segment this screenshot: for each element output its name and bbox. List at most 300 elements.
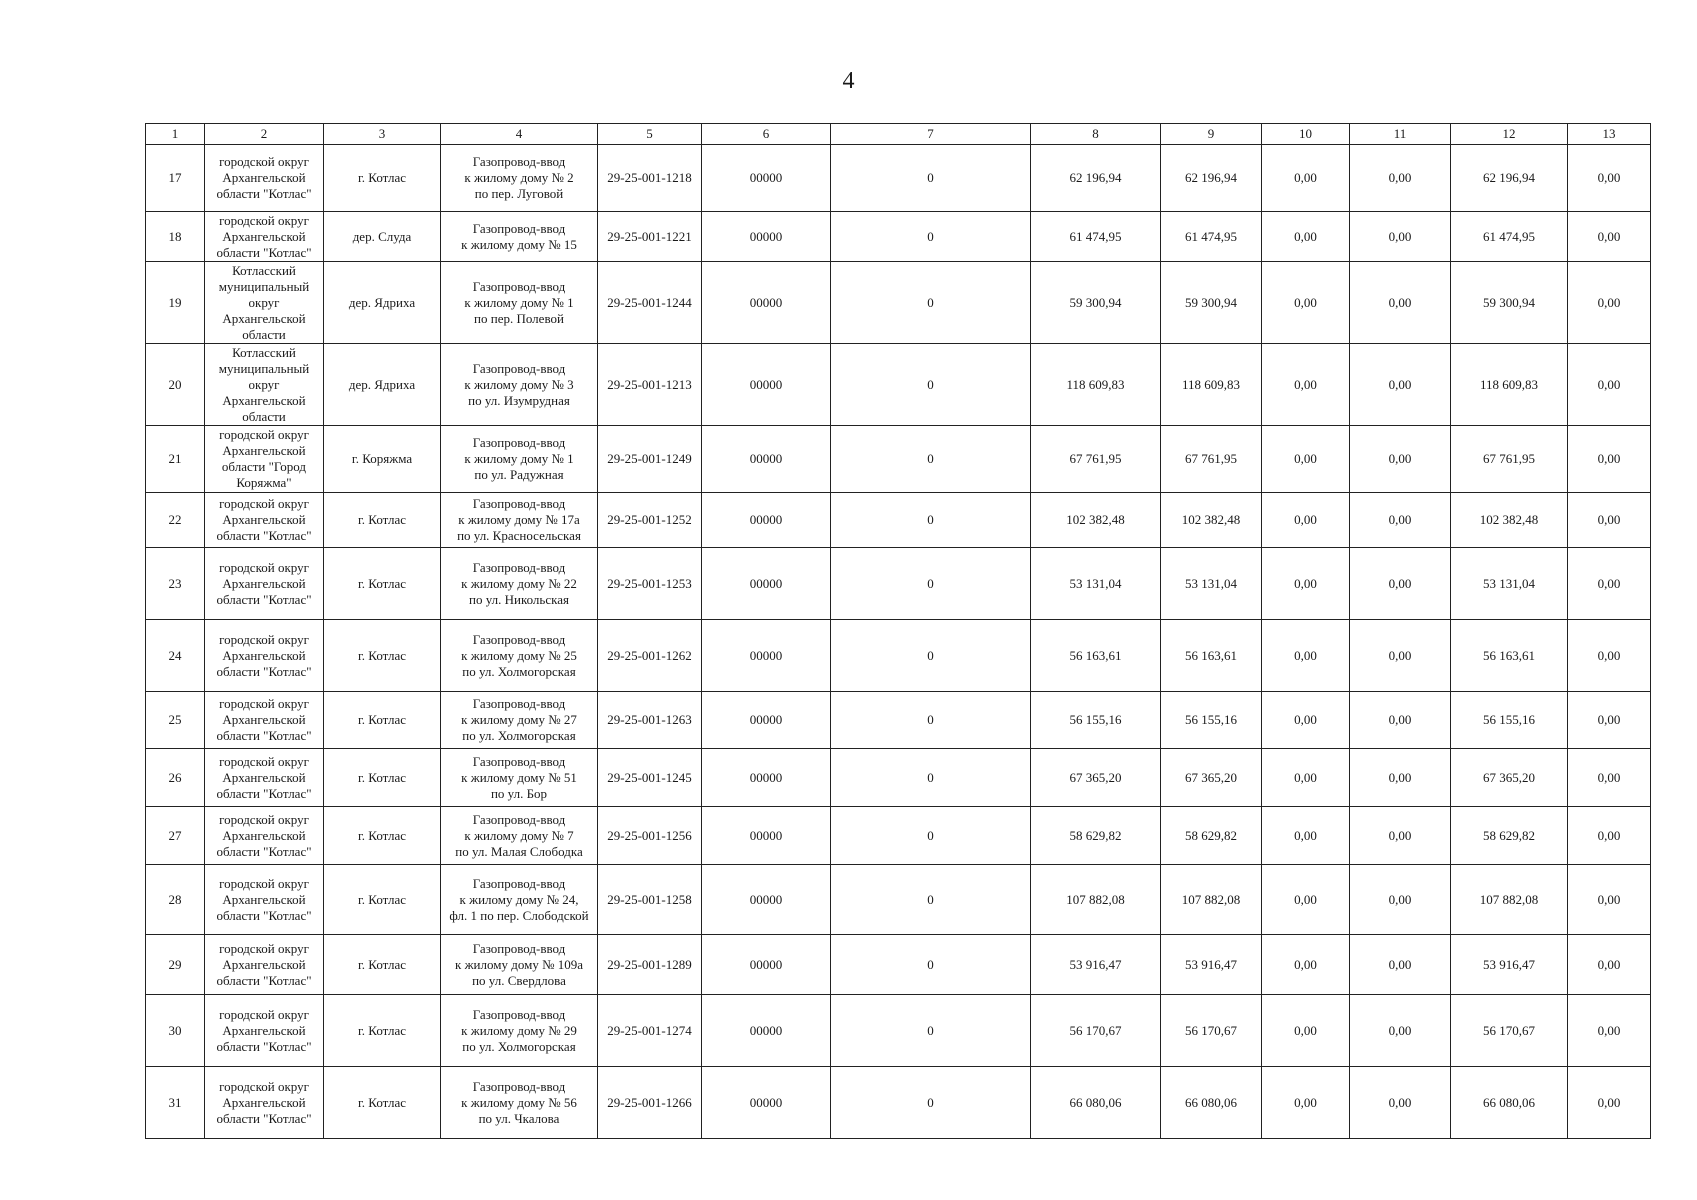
object-name-cell — [441, 212, 598, 262]
row-number-cell: 19 — [146, 262, 205, 344]
object-name-cell — [441, 426, 598, 493]
owner-cell — [205, 935, 324, 995]
amount-cell: 56 163,61 — [1161, 620, 1262, 692]
amount-cell: 0,00 — [1568, 344, 1651, 426]
object-name-line: к жилому дому № 24, — [459, 891, 579, 907]
owner-line: Архангельской — [222, 1022, 306, 1038]
amount-cell: 56 155,16 — [1031, 692, 1161, 749]
object-name-line: к жилому дому № 1 — [464, 451, 574, 466]
value-cell: 0 — [831, 145, 1031, 212]
amount-cell: 67 365,20 — [1451, 749, 1568, 807]
cadastral-code-cell: 29-25-001-1213 — [598, 344, 702, 426]
owner-line: городской округ — [219, 559, 309, 575]
owner-line: Архангельской — [222, 647, 306, 663]
owner-line: области "Котлас" — [216, 591, 312, 607]
amount-cell: 0,00 — [1568, 426, 1651, 493]
row-number-cell: 20 — [146, 344, 205, 426]
amount-cell: 0,00 — [1350, 344, 1451, 426]
amount-cell: 0,00 — [1350, 692, 1451, 749]
locality-cell: г. Котлас — [324, 807, 441, 865]
amount-cell: 66 080,06 — [1031, 1067, 1161, 1139]
table-row — [146, 935, 1651, 995]
cadastral-code-cell: 29-25-001-1245 — [598, 749, 702, 807]
object-name-line: по ул. Бор — [490, 785, 548, 801]
amount-cell: 67 365,20 — [1161, 749, 1262, 807]
code-cell: 00000 — [702, 1067, 831, 1139]
column-number: 4 — [441, 124, 598, 145]
amount-cell: 0,00 — [1568, 145, 1651, 212]
amount-cell: 56 155,16 — [1451, 692, 1568, 749]
owner-cell — [205, 262, 324, 344]
owner-line: Архангельской — [222, 512, 306, 527]
object-name-line: Газопровод-ввод — [472, 360, 566, 376]
object-name-cell — [441, 262, 598, 344]
cadastral-code-cell: 29-25-001-1266 — [598, 1067, 702, 1139]
owner-line: Архангельской — [222, 228, 306, 244]
amount-cell: 62 196,94 — [1451, 145, 1568, 212]
object-name-line: Газопровод-ввод — [472, 753, 566, 769]
owner-line: Архангельской — [222, 827, 306, 843]
amount-cell: 102 382,48 — [1451, 493, 1568, 548]
table-row — [146, 145, 1651, 212]
owner-cell — [205, 692, 324, 749]
amount-cell: 56 163,61 — [1451, 620, 1568, 692]
object-name-line: по ул. Малая Слободка — [455, 843, 583, 859]
owner-cell — [205, 995, 324, 1067]
amount-cell: 0,00 — [1262, 548, 1350, 620]
owner-line: области "Котлас" — [216, 244, 312, 260]
amount-cell: 66 080,06 — [1451, 1067, 1568, 1139]
table-row — [146, 426, 1651, 493]
locality-cell: г. Котлас — [324, 548, 441, 620]
object-name-line: к жилому дому № 27 — [461, 712, 577, 727]
locality-cell: г. Коряжма — [324, 426, 441, 493]
cadastral-code-cell: 29-25-001-1253 — [598, 548, 702, 620]
locality-cell: г. Котлас — [324, 1067, 441, 1139]
row-number-cell: 22 — [146, 493, 205, 548]
amount-cell: 0,00 — [1350, 865, 1451, 935]
row-number-cell: 27 — [146, 807, 205, 865]
code-cell: 00000 — [702, 865, 831, 935]
object-name-line: по ул. Холмогорская — [462, 663, 576, 679]
object-name-line: к жилому дому № 7 — [464, 827, 574, 843]
locality-cell: г. Котлас — [324, 995, 441, 1067]
owner-line: области "Город — [221, 459, 307, 474]
column-number: 9 — [1161, 124, 1262, 145]
row-number-cell: 30 — [146, 995, 205, 1067]
owner-cell — [205, 426, 324, 493]
amount-cell: 0,00 — [1350, 493, 1451, 548]
cadastral-code-cell: 29-25-001-1289 — [598, 935, 702, 995]
amount-cell: 118 609,83 — [1031, 344, 1161, 426]
owner-cell — [205, 493, 324, 548]
amount-cell: 67 761,95 — [1031, 426, 1161, 493]
owner-cell — [205, 212, 324, 262]
amount-cell: 0,00 — [1350, 262, 1451, 344]
object-name-cell — [441, 995, 598, 1067]
amount-cell: 66 080,06 — [1161, 1067, 1262, 1139]
amount-cell: 53 916,47 — [1161, 935, 1262, 995]
value-cell: 0 — [831, 865, 1031, 935]
column-number: 11 — [1350, 124, 1451, 145]
table-row — [146, 212, 1651, 262]
value-cell: 0 — [831, 548, 1031, 620]
object-name-cell — [441, 749, 598, 807]
amount-cell: 0,00 — [1262, 493, 1350, 548]
amount-cell: 56 170,67 — [1031, 995, 1161, 1067]
owner-line: городской округ — [219, 427, 309, 442]
amount-cell: 0,00 — [1568, 807, 1651, 865]
object-name-line: Газопровод-ввод — [472, 940, 566, 956]
owner-line: городской округ — [219, 1078, 309, 1094]
amount-cell: 0,00 — [1262, 935, 1350, 995]
object-name-line: по ул. Никольская — [468, 591, 569, 607]
amount-cell: 0,00 — [1262, 692, 1350, 749]
row-number-cell: 28 — [146, 865, 205, 935]
value-cell: 0 — [831, 1067, 1031, 1139]
locality-cell: г. Котлас — [324, 493, 441, 548]
amount-cell: 67 365,20 — [1031, 749, 1161, 807]
amount-cell: 0,00 — [1262, 344, 1350, 426]
amount-cell: 53 131,04 — [1031, 548, 1161, 620]
object-name-line: Газопровод-ввод — [472, 875, 566, 891]
owner-line: муниципальный — [218, 278, 310, 294]
object-name-cell — [441, 935, 598, 995]
value-cell: 0 — [831, 344, 1031, 426]
row-number-cell: 24 — [146, 620, 205, 692]
owner-line: Архангельской — [222, 575, 306, 591]
amount-cell: 0,00 — [1262, 865, 1350, 935]
value-cell: 0 — [831, 995, 1031, 1067]
object-name-line: Газопровод-ввод — [472, 559, 566, 575]
value-cell: 0 — [831, 620, 1031, 692]
amount-cell: 0,00 — [1262, 426, 1350, 493]
object-name-line: Газопровод-ввод — [472, 631, 566, 647]
column-number: 6 — [702, 124, 831, 145]
owner-line: области — [242, 408, 286, 424]
owner-line: городской округ — [219, 753, 309, 769]
amount-cell: 0,00 — [1568, 548, 1651, 620]
object-name-cell — [441, 620, 598, 692]
owner-line: городской округ — [219, 212, 309, 228]
object-name-line: по ул. Радужная — [474, 467, 564, 482]
table-body — [146, 145, 1651, 1139]
owner-line: области "Котлас" — [216, 1110, 312, 1126]
amount-cell: 102 382,48 — [1161, 493, 1262, 548]
code-cell: 00000 — [702, 493, 831, 548]
amount-cell: 53 131,04 — [1451, 548, 1568, 620]
amount-cell: 0,00 — [1262, 1067, 1350, 1139]
amount-cell: 53 916,47 — [1031, 935, 1161, 995]
code-cell: 00000 — [702, 262, 831, 344]
code-cell: 00000 — [702, 145, 831, 212]
amount-cell: 0,00 — [1262, 995, 1350, 1067]
code-cell: 00000 — [702, 344, 831, 426]
locality-cell: г. Котлас — [324, 935, 441, 995]
owner-line: Архангельской — [222, 712, 306, 727]
object-name-line: Газопровод-ввод — [472, 496, 566, 511]
amount-cell: 58 629,82 — [1161, 807, 1262, 865]
amount-cell: 0,00 — [1262, 145, 1350, 212]
amount-cell: 56 155,16 — [1161, 692, 1262, 749]
table-row — [146, 749, 1651, 807]
object-name-line: Газопровод-ввод — [472, 220, 566, 236]
owner-line: Архангельской — [222, 1094, 306, 1110]
row-number-cell: 23 — [146, 548, 205, 620]
code-cell: 00000 — [702, 548, 831, 620]
amount-cell: 62 196,94 — [1161, 145, 1262, 212]
cadastral-code-cell: 29-25-001-1258 — [598, 865, 702, 935]
code-cell: 00000 — [702, 995, 831, 1067]
object-name-line: по ул. Чкалова — [478, 1110, 560, 1126]
locality-cell: г. Котлас — [324, 749, 441, 807]
amount-cell: 0,00 — [1262, 212, 1350, 262]
owner-cell — [205, 807, 324, 865]
cadastral-code-cell: 29-25-001-1244 — [598, 262, 702, 344]
code-cell: 00000 — [702, 692, 831, 749]
object-name-line: по ул. Красносельская — [457, 528, 581, 543]
owner-line: городской округ — [219, 1006, 309, 1022]
object-name-line: Газопровод-ввод — [472, 811, 566, 827]
object-name-line: по пер. Полевой — [474, 310, 564, 326]
owner-line: области "Котлас" — [216, 972, 312, 988]
cadastral-code-cell: 29-25-001-1252 — [598, 493, 702, 548]
amount-cell: 56 170,67 — [1451, 995, 1568, 1067]
row-number-cell: 25 — [146, 692, 205, 749]
table-row — [146, 493, 1651, 548]
amount-cell: 0,00 — [1568, 865, 1651, 935]
column-number: 3 — [324, 124, 441, 145]
locality-cell: дер. Ядриха — [324, 262, 441, 344]
object-name-line: к жилому дому № 109а — [455, 956, 583, 972]
object-name-line: к жилому дому № 51 — [461, 769, 577, 785]
cadastral-code-cell: 29-25-001-1249 — [598, 426, 702, 493]
owner-line: округ — [248, 376, 280, 392]
amount-cell: 0,00 — [1350, 749, 1451, 807]
amount-cell: 0,00 — [1350, 548, 1451, 620]
object-name-line: к жилому дому № 2 — [464, 170, 574, 185]
object-name-line: по пер. Луговой — [474, 186, 564, 201]
amount-cell: 56 170,67 — [1161, 995, 1262, 1067]
amount-cell: 102 382,48 — [1031, 493, 1161, 548]
row-number-cell: 29 — [146, 935, 205, 995]
value-cell: 0 — [831, 692, 1031, 749]
owner-cell — [205, 620, 324, 692]
owner-cell — [205, 1067, 324, 1139]
owner-line: области "Котлас" — [216, 528, 312, 543]
amount-cell: 0,00 — [1568, 935, 1651, 995]
page-number: 4 — [842, 68, 855, 94]
value-cell: 0 — [831, 212, 1031, 262]
amount-cell: 0,00 — [1350, 995, 1451, 1067]
column-number: 7 — [831, 124, 1031, 145]
locality-cell: дер. Ядриха — [324, 344, 441, 426]
amount-cell: 107 882,08 — [1451, 865, 1568, 935]
owner-line: области "Котлас" — [216, 1038, 312, 1054]
owner-cell — [205, 548, 324, 620]
owner-line: Архангельской — [222, 392, 306, 408]
owner-line: Котласский — [232, 262, 296, 278]
object-name-line: к жилому дому № 25 — [461, 647, 577, 663]
value-cell: 0 — [831, 493, 1031, 548]
column-number: 12 — [1451, 124, 1568, 145]
owner-line: области "Котлас" — [216, 186, 312, 201]
amount-cell: 0,00 — [1568, 692, 1651, 749]
amount-cell: 0,00 — [1262, 262, 1350, 344]
object-name-cell — [441, 548, 598, 620]
column-number: 1 — [146, 124, 205, 145]
object-name-line: к жилому дому № 1 — [464, 294, 574, 310]
locality-cell: г. Котлас — [324, 865, 441, 935]
row-number-cell: 31 — [146, 1067, 205, 1139]
owner-line: городской округ — [219, 631, 309, 647]
object-name-line: по ул. Холмогорская — [462, 1038, 576, 1054]
object-name-line: Газопровод-ввод — [472, 696, 566, 711]
object-name-cell — [441, 1067, 598, 1139]
amount-cell: 67 761,95 — [1451, 426, 1568, 493]
owner-line: Архангельской — [222, 891, 306, 907]
code-cell: 00000 — [702, 212, 831, 262]
amount-cell: 0,00 — [1350, 620, 1451, 692]
amount-cell: 0,00 — [1568, 620, 1651, 692]
owner-line: области "Котлас" — [216, 843, 312, 859]
owner-line: Котласский — [232, 344, 296, 360]
row-number-cell: 21 — [146, 426, 205, 493]
amount-cell: 67 761,95 — [1161, 426, 1262, 493]
row-number-cell: 26 — [146, 749, 205, 807]
owner-line: области "Котлас" — [216, 907, 312, 923]
object-name-cell — [441, 344, 598, 426]
table-row — [146, 692, 1651, 749]
owner-line: городской округ — [219, 154, 309, 169]
owner-line: городской округ — [219, 940, 309, 956]
owner-line: Архангельской — [222, 956, 306, 972]
object-name-line: к жилому дому № 3 — [464, 376, 574, 392]
object-name-line: Газопровод-ввод — [472, 435, 566, 450]
amount-cell: 61 474,95 — [1161, 212, 1262, 262]
value-cell: 0 — [831, 807, 1031, 865]
owner-line: области — [242, 326, 286, 342]
object-name-line: Газопровод-ввод — [472, 1078, 566, 1094]
locality-cell: дер. Слуда — [324, 212, 441, 262]
amount-cell: 0,00 — [1350, 935, 1451, 995]
object-name-line: фл. 1 по пер. Слободской — [449, 907, 589, 923]
cadastral-code-cell: 29-25-001-1221 — [598, 212, 702, 262]
amount-cell: 0,00 — [1568, 212, 1651, 262]
code-cell: 00000 — [702, 935, 831, 995]
object-name-line: по ул. Свердлова — [472, 972, 566, 988]
owner-line: городской округ — [219, 811, 309, 827]
column-number: 5 — [598, 124, 702, 145]
value-cell: 0 — [831, 749, 1031, 807]
object-name-line: к жилому дому № 17а — [458, 512, 580, 527]
owner-line: области "Котлас" — [216, 663, 312, 679]
code-cell: 00000 — [702, 807, 831, 865]
amount-cell: 118 609,83 — [1161, 344, 1262, 426]
owner-line: Архангельской — [222, 170, 306, 185]
table-row — [146, 262, 1651, 344]
amount-cell: 0,00 — [1568, 995, 1651, 1067]
row-number-cell: 18 — [146, 212, 205, 262]
object-name-line: к жилому дому № 29 — [461, 1022, 577, 1038]
table-row — [146, 865, 1651, 935]
amount-cell: 0,00 — [1350, 145, 1451, 212]
table-row — [146, 807, 1651, 865]
value-cell: 0 — [831, 935, 1031, 995]
amount-cell: 59 300,94 — [1451, 262, 1568, 344]
amount-cell: 0,00 — [1568, 493, 1651, 548]
amount-cell: 58 629,82 — [1031, 807, 1161, 865]
owner-line: Архангельской — [222, 443, 306, 458]
amount-cell: 0,00 — [1262, 807, 1350, 865]
amount-cell: 0,00 — [1568, 262, 1651, 344]
object-name-cell — [441, 865, 598, 935]
owner-line: городской округ — [219, 696, 309, 711]
locality-cell: г. Котлас — [324, 692, 441, 749]
amount-cell: 0,00 — [1568, 1067, 1651, 1139]
owner-cell — [205, 344, 324, 426]
column-number: 8 — [1031, 124, 1161, 145]
code-cell: 00000 — [702, 749, 831, 807]
table-row — [146, 995, 1651, 1067]
code-cell: 00000 — [702, 620, 831, 692]
amount-cell: 0,00 — [1350, 426, 1451, 493]
value-cell: 0 — [831, 426, 1031, 493]
owner-cell — [205, 145, 324, 212]
cadastral-code-cell: 29-25-001-1256 — [598, 807, 702, 865]
owner-line: округ — [248, 294, 280, 310]
owner-line: городской округ — [219, 496, 309, 511]
locality-cell: г. Котлас — [324, 145, 441, 212]
amount-cell: 58 629,82 — [1451, 807, 1568, 865]
object-name-line: по ул. Холмогорская — [462, 728, 576, 743]
owner-line: области "Котлас" — [216, 785, 312, 801]
amount-cell: 0,00 — [1350, 212, 1451, 262]
amount-cell: 59 300,94 — [1031, 262, 1161, 344]
column-number: 2 — [205, 124, 324, 145]
locality-cell: г. Котлас — [324, 620, 441, 692]
object-name-line: Газопровод-ввод — [472, 278, 566, 294]
cadastral-code-cell: 29-25-001-1262 — [598, 620, 702, 692]
owner-cell — [205, 749, 324, 807]
owner-line: Архангельской — [222, 310, 306, 326]
row-number-cell: 17 — [146, 145, 205, 212]
amount-cell: 61 474,95 — [1031, 212, 1161, 262]
owner-line: Коряжма" — [236, 475, 292, 490]
amount-cell: 107 882,08 — [1031, 865, 1161, 935]
asset-table — [145, 123, 1651, 1139]
amount-cell: 118 609,83 — [1451, 344, 1568, 426]
owner-cell — [205, 865, 324, 935]
column-number-row — [146, 124, 1651, 145]
code-cell: 00000 — [702, 426, 831, 493]
table-row — [146, 620, 1651, 692]
cadastral-code-cell: 29-25-001-1274 — [598, 995, 702, 1067]
amount-cell: 59 300,94 — [1161, 262, 1262, 344]
object-name-line: к жилому дому № 15 — [461, 236, 577, 252]
amount-cell: 0,00 — [1568, 749, 1651, 807]
object-name-cell — [441, 493, 598, 548]
amount-cell: 53 131,04 — [1161, 548, 1262, 620]
amount-cell: 0,00 — [1262, 620, 1350, 692]
amount-cell: 0,00 — [1350, 807, 1451, 865]
object-name-line: по ул. Изумрудная — [468, 392, 570, 408]
object-name-line: Газопровод-ввод — [472, 1006, 566, 1022]
object-name-cell — [441, 145, 598, 212]
owner-line: области "Котлас" — [216, 728, 312, 743]
column-number: 13 — [1568, 124, 1651, 145]
object-name-cell — [441, 807, 598, 865]
